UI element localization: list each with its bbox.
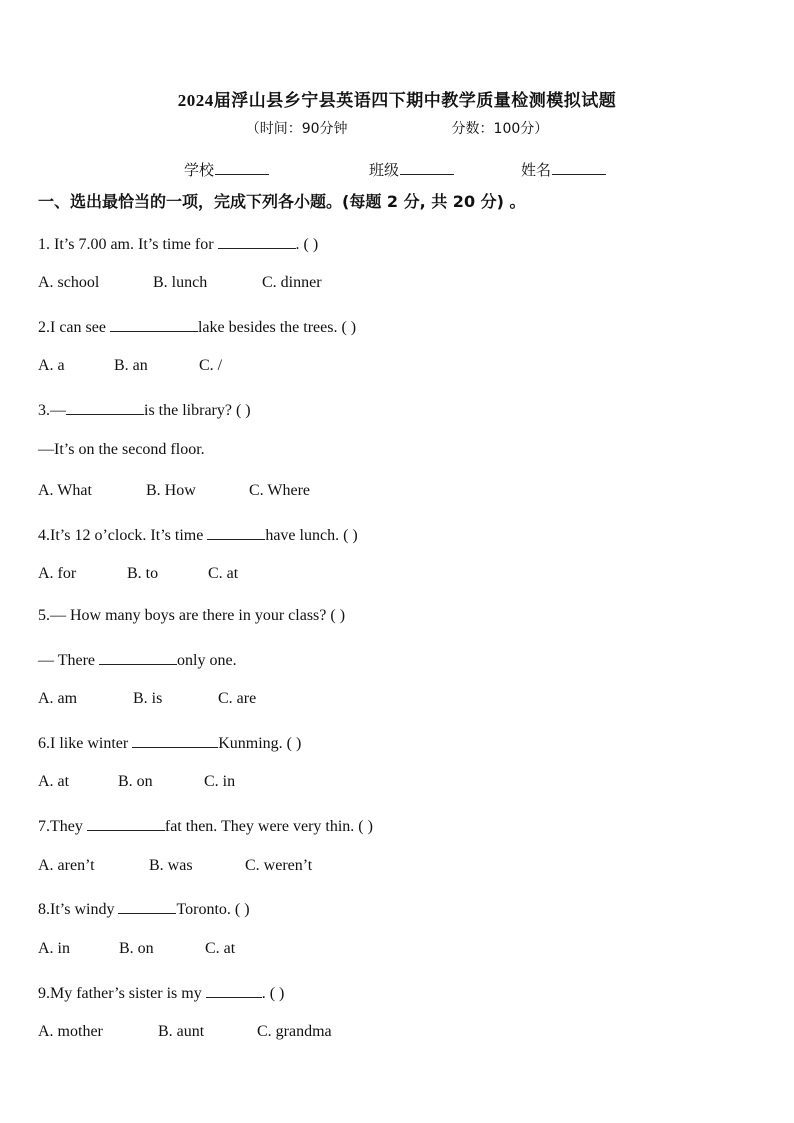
question-4: 4.It’s 12 o’clock. It’s time have lunch. ( ) — [38, 524, 358, 545]
answer-blank[interactable] — [132, 732, 218, 748]
question-3-reply: —It’s on the second floor. — [38, 441, 205, 458]
question-7-options — [38, 857, 312, 875]
total-score: 分数：100分） — [451, 121, 549, 137]
answer-blank[interactable] — [99, 649, 177, 665]
option-c[interactable]: C. Where — [249, 482, 311, 499]
school-field[interactable]: 学校 — [184, 159, 269, 180]
option-c[interactable]: C. at — [205, 940, 236, 957]
name-blank[interactable] — [552, 160, 606, 175]
option-b[interactable]: B. lunch — [153, 274, 208, 291]
answer-blank[interactable] — [110, 316, 198, 332]
question-3: 3.— is the library? ( ) — [38, 399, 251, 420]
section-heading: 一、选出最恰当的一项，完成下列各小题。(每题 2 分, 共 20 分) 。 — [38, 192, 526, 211]
option-c[interactable]: C. / — [199, 357, 223, 374]
question-5-reply: — There only one. — [38, 649, 237, 670]
option-c[interactable]: C. in — [204, 773, 236, 790]
answer-blank[interactable] — [218, 233, 296, 249]
option-c[interactable]: C. at — [208, 565, 239, 582]
answer-blank[interactable] — [118, 898, 176, 914]
question-7: 7.They fat then. They were very thin. ( ) — [38, 815, 373, 836]
option-a[interactable]: A. school — [38, 274, 100, 291]
option-a[interactable]: A. at — [38, 773, 70, 790]
option-c[interactable]: C. dinner — [262, 274, 322, 291]
question-1: 1. It’s 7.00 am. It’s time for . ( ) — [38, 233, 318, 254]
option-b[interactable]: B. is — [133, 690, 163, 707]
exam-meta — [0, 118, 794, 138]
question-5-options — [38, 690, 256, 708]
option-c[interactable]: C. weren’t — [245, 857, 313, 874]
question-1-options — [38, 274, 322, 292]
question-6-options — [38, 773, 235, 791]
page-title: 2024届浮山县乡宁县英语四下期中教学质量检测模拟试题 — [177, 91, 617, 110]
question-2: 2.I can see lake besides the trees. ( ) — [38, 316, 356, 337]
name-field[interactable]: 姓名 — [521, 159, 606, 180]
question-9-options — [38, 1023, 332, 1041]
question-2-options — [38, 357, 222, 375]
option-b[interactable]: B. on — [118, 773, 153, 790]
class-blank[interactable] — [400, 160, 454, 175]
question-5: 5.— How many boys are there in your class? ( ) — [38, 607, 346, 624]
answer-blank[interactable] — [206, 982, 262, 998]
option-b[interactable]: B. aunt — [158, 1023, 205, 1040]
option-b[interactable]: B. How — [146, 482, 196, 499]
option-a[interactable]: A. in — [38, 940, 70, 957]
option-a[interactable]: A. for — [38, 565, 77, 582]
option-b[interactable]: B. an — [114, 357, 148, 374]
question-4-options — [38, 565, 238, 583]
question-6: 6.I like winter Kunming. ( ) — [38, 732, 301, 753]
school-blank[interactable] — [215, 160, 269, 175]
question-8-options — [38, 940, 235, 958]
answer-blank[interactable] — [87, 815, 165, 831]
question-8: 8.It’s windy Toronto. ( ) — [38, 898, 250, 919]
option-c[interactable]: C. are — [218, 690, 257, 707]
option-b[interactable]: B. on — [119, 940, 154, 957]
option-a[interactable]: A. mother — [38, 1023, 103, 1040]
question-3-options — [38, 482, 310, 500]
option-a[interactable]: A. a — [38, 357, 65, 374]
option-c[interactable]: C. grandma — [257, 1023, 332, 1040]
option-a[interactable]: A. am — [38, 690, 78, 707]
answer-blank[interactable] — [66, 399, 144, 415]
option-a[interactable]: A. What — [38, 482, 92, 499]
option-a[interactable]: A. aren’t — [38, 857, 95, 874]
class-field[interactable]: 班级 — [369, 159, 454, 180]
question-9: 9.My father’s sister is my . ( ) — [38, 982, 284, 1003]
option-b[interactable]: B. to — [127, 565, 159, 582]
time-limit: （时间：90分钟 — [245, 121, 348, 137]
answer-blank[interactable] — [207, 524, 265, 540]
option-b[interactable]: B. was — [149, 857, 193, 874]
